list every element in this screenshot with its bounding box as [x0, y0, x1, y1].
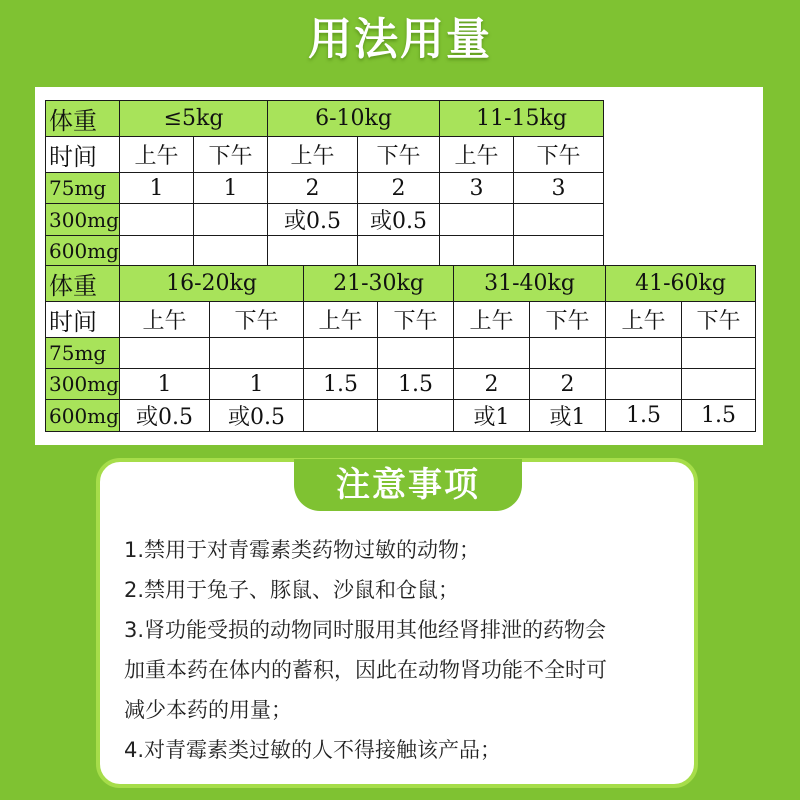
table-row	[46, 302, 756, 338]
notice-title: 注意事项	[294, 459, 522, 511]
dose-label: 75mg	[46, 338, 120, 369]
time-cell: 下午	[210, 302, 304, 338]
time-cell: 下午	[378, 302, 454, 338]
notice-item: 4.对青霉素类过敏的人不得接触该产品；	[124, 738, 502, 762]
dose-cell: 2	[454, 369, 530, 400]
table-row	[46, 338, 756, 369]
dose-cell: 或1	[530, 400, 606, 432]
time-label: 时间	[46, 302, 120, 338]
weight-range: 21-30kg	[304, 266, 454, 302]
notice-item: 加重本药在体内的蓄积，因此在动物肾功能不全时可	[124, 658, 607, 682]
dose-cell	[682, 369, 756, 400]
weight-range: 41-60kg	[606, 266, 756, 302]
dose-cell: 1.5	[304, 369, 378, 400]
dose-cell: 1.5	[606, 400, 682, 432]
dose-cell	[358, 236, 440, 267]
time-cell: 下午	[530, 302, 606, 338]
dose-label: 300mg	[46, 369, 120, 400]
dose-cell: 1	[120, 369, 210, 400]
dose-cell	[120, 338, 210, 369]
time-cell: 上午	[120, 137, 194, 173]
notice-list	[124, 530, 694, 770]
time-cell: 上午	[454, 302, 530, 338]
dose-cell	[454, 338, 530, 369]
dose-cell	[304, 338, 378, 369]
weight-label: 体重	[46, 101, 120, 137]
notice-item: 2.禁用于兔子、豚鼠、沙鼠和仓鼠；	[124, 578, 460, 602]
page-title: 用法用量	[308, 14, 492, 65]
time-cell: 上午	[606, 302, 682, 338]
dose-cell	[378, 400, 454, 432]
dose-cell	[378, 338, 454, 369]
weight-range: 11-15kg	[440, 101, 604, 137]
dose-cell	[268, 236, 358, 267]
dose-cell	[210, 338, 304, 369]
weight-range: 6-10kg	[268, 101, 440, 137]
dose-cell	[606, 369, 682, 400]
dose-cell	[514, 204, 604, 236]
notice-item: 减少本药的用量；	[124, 698, 292, 722]
table-row	[46, 369, 756, 400]
dose-cell	[606, 338, 682, 369]
weight-range: ≤5kg	[120, 101, 268, 137]
time-label: 时间	[46, 137, 120, 173]
dose-cell	[304, 400, 378, 432]
dose-cell: 2	[268, 173, 358, 204]
table-row	[46, 204, 604, 236]
dose-label: 600mg	[46, 236, 120, 267]
time-cell: 上午	[268, 137, 358, 173]
dose-cell: 1.5	[682, 400, 756, 432]
dose-label: 300mg	[46, 204, 120, 236]
dose-cell: 1	[210, 369, 304, 400]
time-cell: 下午	[358, 137, 440, 173]
dose-cell: 或0.5	[210, 400, 304, 432]
time-cell: 下午	[682, 302, 756, 338]
time-cell: 下午	[194, 137, 268, 173]
dose-cell: 2	[530, 369, 606, 400]
dose-cell	[120, 236, 194, 267]
dose-label: 600mg	[46, 400, 120, 432]
dose-cell: 或1	[454, 400, 530, 432]
table-row	[46, 266, 756, 302]
table-row	[46, 137, 604, 173]
table-row	[46, 101, 604, 137]
time-cell: 下午	[514, 137, 604, 173]
notice-item: 1.禁用于对青霉素类药物过敏的动物；	[124, 538, 481, 562]
dose-cell	[682, 338, 756, 369]
table-row	[46, 173, 604, 204]
dose-cell	[194, 204, 268, 236]
dose-cell: 1.5	[378, 369, 454, 400]
dose-cell	[440, 204, 514, 236]
table-row	[46, 236, 604, 267]
dose-cell: 1	[120, 173, 194, 204]
time-cell: 上午	[120, 302, 210, 338]
weight-range: 31-40kg	[454, 266, 606, 302]
weight-range: 16-20kg	[120, 266, 304, 302]
dose-cell: 或0.5	[268, 204, 358, 236]
time-cell: 上午	[304, 302, 378, 338]
dosage-table-2	[45, 265, 756, 432]
dose-cell: 或0.5	[358, 204, 440, 236]
time-cell: 上午	[440, 137, 514, 173]
dose-cell: 或0.5	[120, 400, 210, 432]
dose-cell	[120, 204, 194, 236]
weight-label: 体重	[46, 266, 120, 302]
dose-cell	[440, 236, 514, 267]
dose-cell: 3	[514, 173, 604, 204]
dose-cell	[194, 236, 268, 267]
notice-item: 3.肾功能受损的动物同时服用其他经肾排泄的药物会	[124, 618, 607, 642]
dose-label: 75mg	[46, 173, 120, 204]
dose-cell	[530, 338, 606, 369]
dose-cell: 1	[194, 173, 268, 204]
dosage-table-1	[45, 100, 604, 267]
table-row	[46, 400, 756, 432]
dose-cell: 3	[440, 173, 514, 204]
dose-cell: 2	[358, 173, 440, 204]
dose-cell	[514, 236, 604, 267]
